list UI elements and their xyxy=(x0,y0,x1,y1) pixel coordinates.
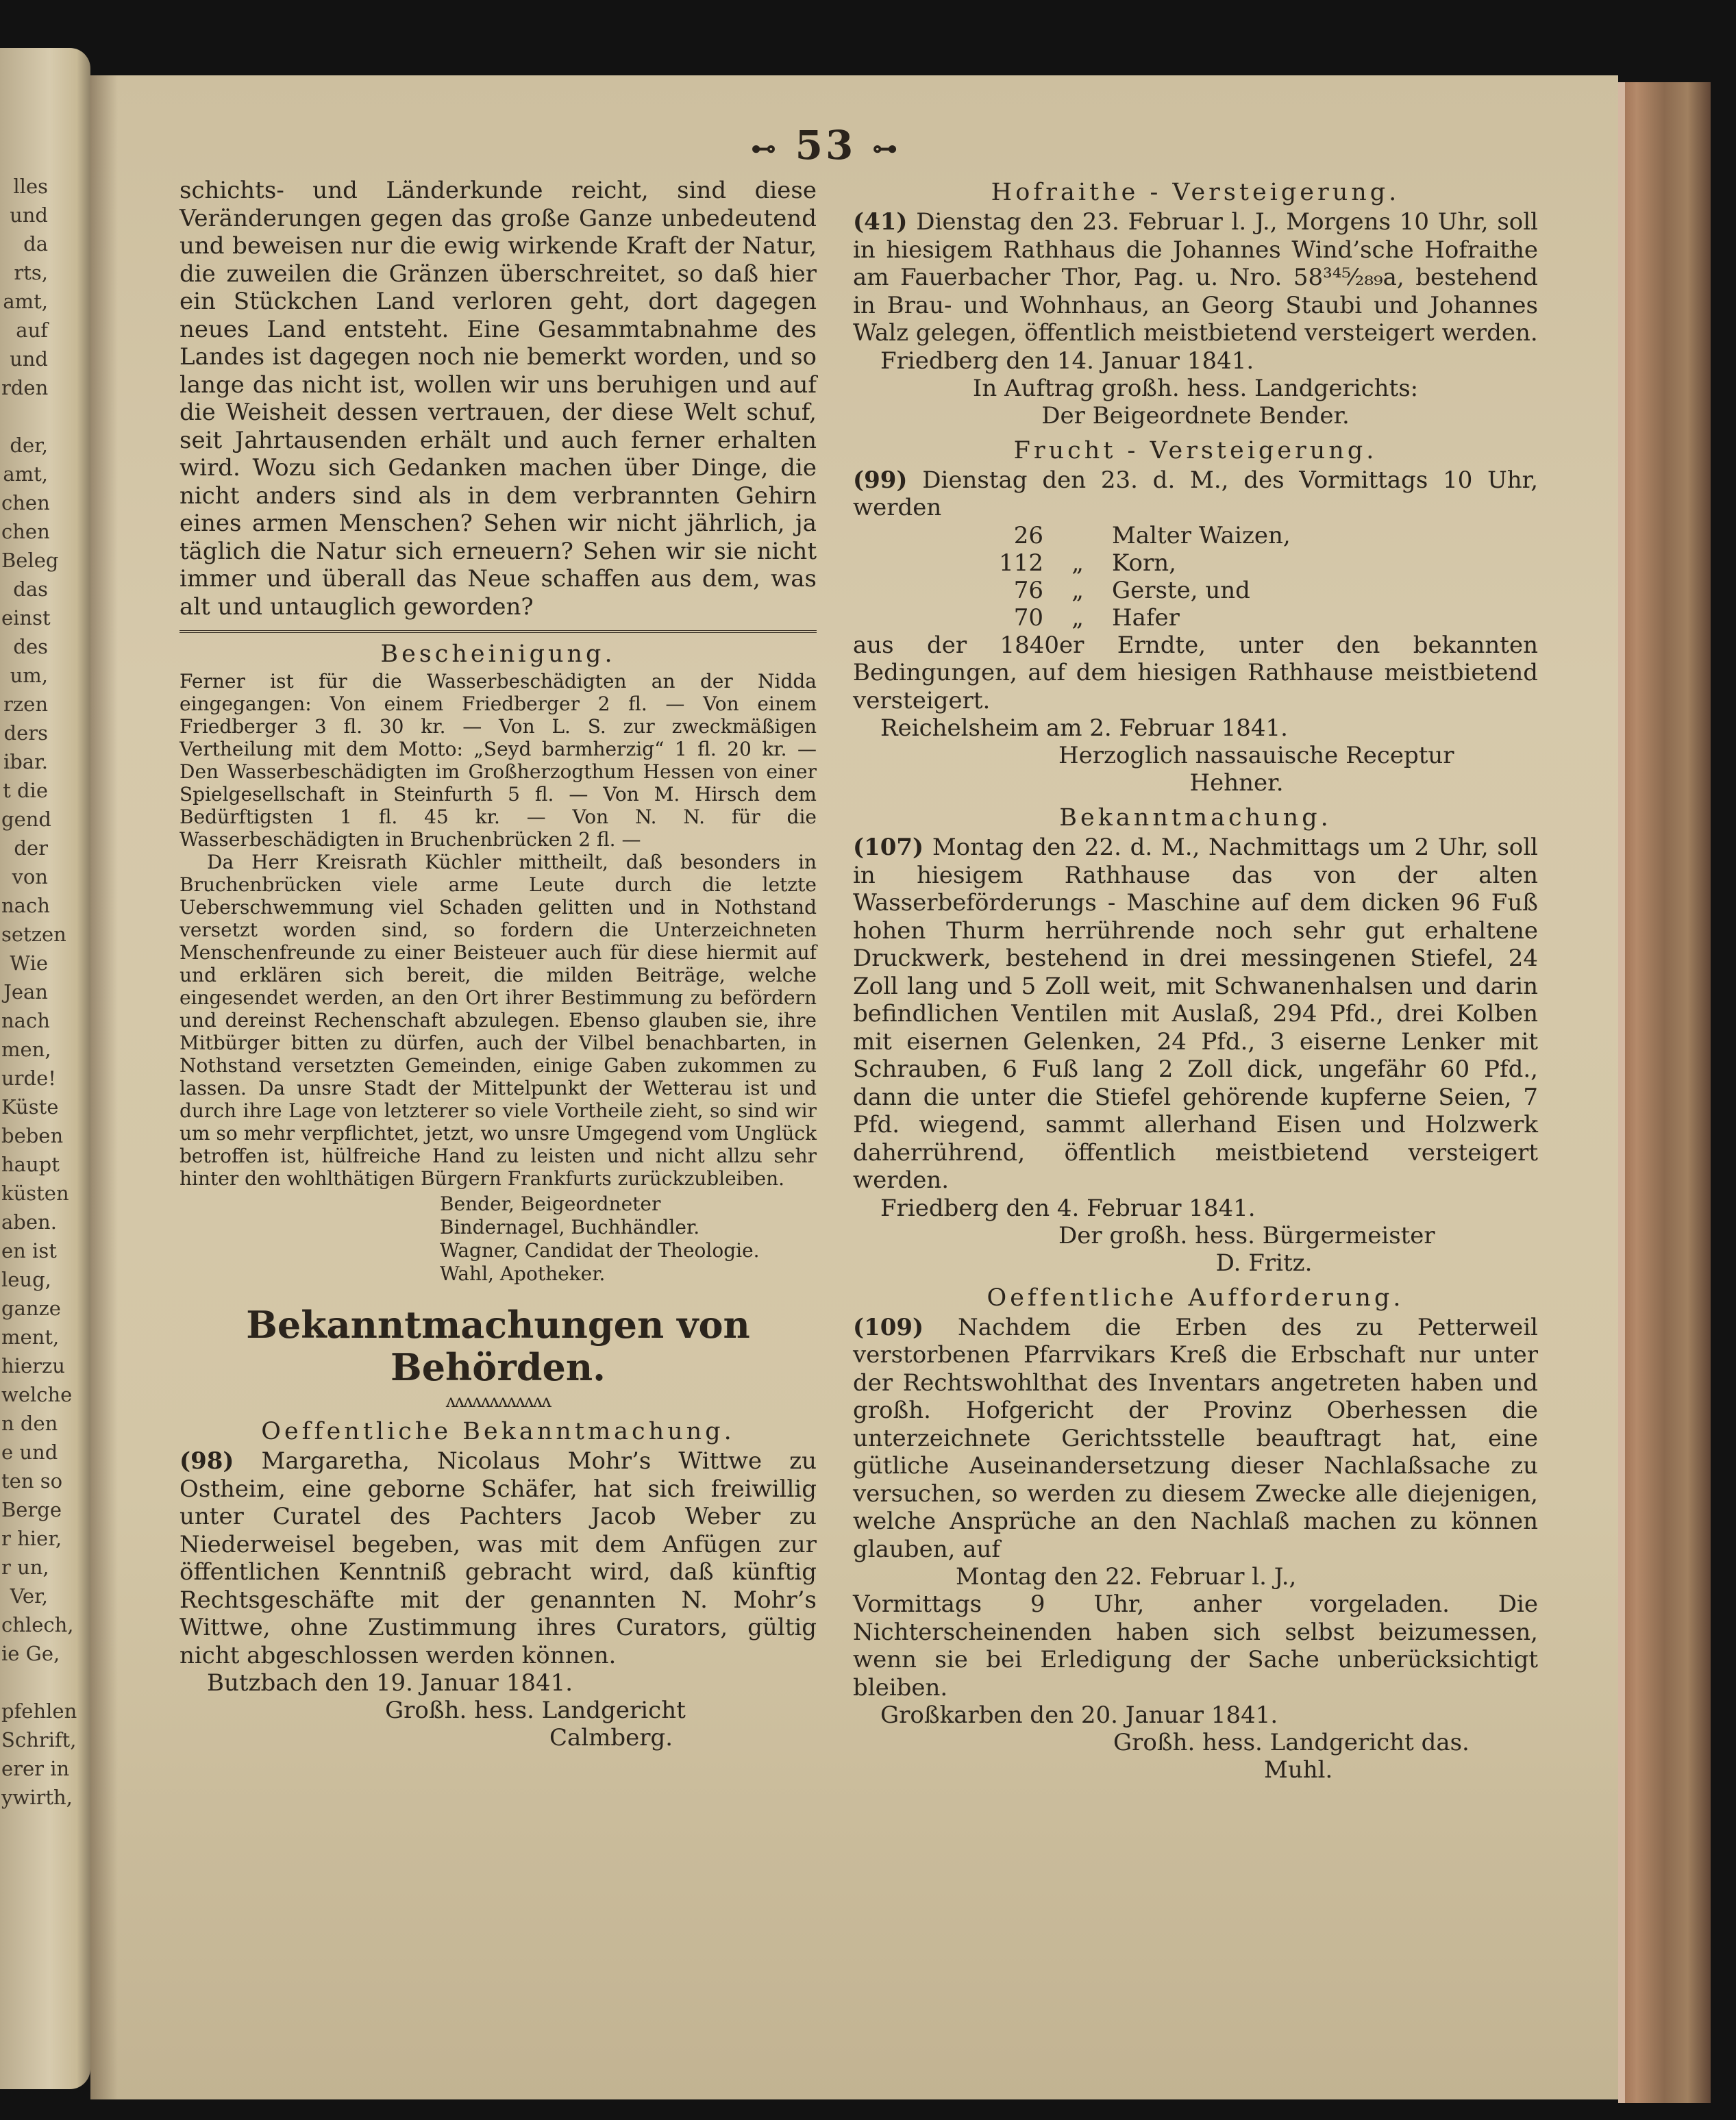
left-page-fragment: Ver, xyxy=(10,1584,48,1608)
notice-107-place-date: Friedberg den 4. Februar 1841. xyxy=(880,1194,1256,1222)
signatory: Wagner, Candidat der Theologie. xyxy=(440,1239,760,1262)
notice-41-body xyxy=(853,208,1538,347)
left-column xyxy=(179,177,817,1751)
left-page-fragment: einst xyxy=(1,606,51,629)
notice-98-text: Margaretha, Nicolaus Mohr’s Wittwe zu Ostheim, eine geborne Schäfer, hat sich freiwillig unter Curatel des Pachters Jacob Weber zu Niederweisel begeben, was mit dem Anfügen zur öffentlichen Kenntniß gebracht wird, daß künftig Rechtsgeschäfte mit der genannten N. Mohr’s Wittwe, ohne Zustimmung ihres Curators, gültig nicht abgeschlossen werden können. xyxy=(179,1447,817,1669)
notice-109-name: Muhl. xyxy=(1264,1756,1333,1784)
grain-item xyxy=(990,549,1538,577)
left-page-fragment: der, xyxy=(10,434,48,457)
notice-41-text: Dienstag den 23. Februar l. J., Morgens 10 Uhr, soll in hiesigem Rathhaus die Johannes Wind’sche Hofraithe am Fauerbacher Thor, Pag. u. Nro. 58³⁴⁵⁄₂₈₉a, bestehend in Brau- und Wohnhaus, an Georg Staubi und Johannes Walz gelegen, öffentlich meistbietend versteigert werden. xyxy=(853,208,1538,347)
grain-item xyxy=(990,577,1538,604)
section-ornament: ʌʌʌʌʌʌʌʌʌʌʌʌ xyxy=(445,1391,551,1412)
left-page-fragment: ie Ge, xyxy=(1,1642,60,1665)
notice-99-authority: Herzoglich nassauische Receptur xyxy=(1058,742,1454,769)
grain-ditto: „ xyxy=(1071,603,1084,632)
left-page-fragment: n den xyxy=(1,1412,58,1435)
left-page-fragment: haupt xyxy=(1,1153,60,1176)
notice-41-heading: Hofraithe - Versteigerung. xyxy=(991,179,1400,206)
left-page-fragment: e und xyxy=(1,1441,58,1464)
signatory: Bindernagel, Buchhändler. xyxy=(440,1216,700,1238)
left-page-fragment: küsten xyxy=(1,1182,69,1205)
grain-list xyxy=(990,522,1538,632)
signatory-list xyxy=(440,1193,817,1286)
left-page-fragment: leug, xyxy=(1,1268,51,1291)
ornament-left: ⊷ xyxy=(751,134,779,163)
left-page-fragment: beben xyxy=(1,1124,64,1147)
notice-98-authority: Großh. hess. Landgericht xyxy=(385,1697,686,1724)
left-page-fragment: Wie xyxy=(10,951,48,975)
left-page-fragment: Schrift, xyxy=(1,1728,77,1751)
bescheinigung-heading: Bescheinigung. xyxy=(380,640,616,668)
left-page-fragment: ten so xyxy=(1,1469,63,1493)
left-page-fragment: erer in xyxy=(1,1757,70,1780)
notice-41-authority: In Auftrag großh. hess. Landgerichts: xyxy=(972,374,1419,402)
left-page-fragment: urde! xyxy=(1,1067,56,1090)
grain-qty: 112 xyxy=(999,549,1043,577)
notice-98-name: Calmberg. xyxy=(549,1724,673,1751)
notice-41-number: (41) xyxy=(853,208,908,236)
notice-41-name: Der Beigeordnete Bender. xyxy=(1041,401,1350,429)
grain-qty: 76 xyxy=(1013,576,1043,604)
grain-name: Hafer xyxy=(1112,603,1180,632)
left-page-fragment: r un, xyxy=(1,1556,49,1579)
notice-109-body xyxy=(853,1314,1538,1564)
left-page-fragment: setzen xyxy=(1,923,66,946)
grain-name: Gerste, und xyxy=(1112,576,1250,604)
left-page-fragment: ders xyxy=(3,721,48,745)
notice-109-place-date: Großkarben den 20. Januar 1841. xyxy=(880,1701,1278,1729)
left-page-fragment: der xyxy=(14,836,48,860)
grain-qty: 70 xyxy=(1013,603,1043,632)
notice-98-body xyxy=(179,1447,817,1669)
left-page-fragment: chlech, xyxy=(1,1613,74,1636)
right-column xyxy=(853,177,1538,1784)
left-page-fragment: gend xyxy=(1,808,51,831)
left-page-fragment: Berge xyxy=(1,1498,62,1521)
left-page-fragment: nach xyxy=(1,1009,50,1032)
left-page-fragment: und xyxy=(10,203,48,227)
left-page-fragment: um, xyxy=(10,664,48,687)
left-page-fragment: rzen xyxy=(3,693,48,716)
grain-item xyxy=(990,604,1538,632)
notice-41-place-date: Friedberg den 14. Januar 1841. xyxy=(880,347,1254,375)
left-page-fragment: ibar. xyxy=(3,750,48,773)
notice-109-number: (109) xyxy=(853,1313,924,1341)
notice-107-body xyxy=(853,834,1538,1195)
notice-107-number: (107) xyxy=(853,834,924,861)
signatory: Bender, Beigeordneter xyxy=(440,1193,661,1215)
grain-ditto: „ xyxy=(1071,576,1084,604)
notice-109-text: Nachdem die Erben des zu Petterweil verstorbenen Pfarrvikars Kreß die Erbschaft nur unter der Rechtswohlthat des Inventars angetreten haben und großh. Hofgericht der Provinz Oberhessen die unterzeichnete Gerichtsstelle beauftragt hat, eine gütliche Auseinandersetzung dieser Nachlaßsache zu versuchen, so werden zu diesem Zwecke alle diejenigen, welche Ansprüche an den Nachlaß machen zu können glauben, auf xyxy=(853,1313,1538,1563)
left-page-fragment: nach xyxy=(1,894,50,917)
left-page-fragment: t die xyxy=(3,779,48,802)
book-spine xyxy=(1618,82,1711,2103)
notice-99-text: Dienstag den 23. d. M., des Vormittags 10 Uhr, werden xyxy=(853,466,1539,521)
notice-98-number: (98) xyxy=(179,1447,234,1475)
notice-107-heading: Bekanntmachung. xyxy=(1059,804,1332,832)
left-page-fragment: lles xyxy=(13,175,48,198)
signatory: Wahl, Apotheker. xyxy=(440,1262,606,1285)
left-page-fragment: rts, xyxy=(14,261,48,284)
intro-paragraph: schichts- und Länderkunde reicht, sind diese Veränderungen gegen das große Ganze unbedeutend und beweisen nur die ewig wirkende Kraft der Natur, die zuweilen die Gränzen überschreitet, so daß hier ein Stückchen Land verloren geht, dort dagegen neues Land entsteht. Eine Gesammtabnahme des Landes ist dagegen noch nie bemerkt worden, und so lange das nicht ist, wollen wir uns beruhigen und auf die Weisheit dessen vertrauen, der diese Welt schuf, seit Jahrtausenden erhält und auch ferner erhalten wird. Wozu sich Gedanken machen über Dinge, die nicht anders sind als in dem verbrannten Gehirn eines armen Menschen? Sehen wir nicht jährlich, ja täglich die Natur sich erneuern? Sehen wir sie nicht immer und überall das Neue schaffen aus dem, was alt und untauglich geworden? xyxy=(179,177,817,621)
section-divider xyxy=(179,630,817,633)
left-page-fragment: aben. xyxy=(1,1210,57,1234)
left-page-fragment: ganze xyxy=(1,1297,61,1320)
left-page-fragment: ment, xyxy=(1,1325,60,1349)
notice-99-number: (99) xyxy=(853,466,908,494)
page-number-text: 53 xyxy=(795,122,856,169)
grain-name: Malter Waizen, xyxy=(1112,521,1291,549)
notice-107-authority: Der großh. hess. Bürgermeister xyxy=(1058,1221,1435,1249)
left-page-fragment: pfehlen xyxy=(1,1699,77,1723)
notice-109-heading: Oeffentliche Aufforderung. xyxy=(987,1284,1404,1312)
left-page-fragment: chen xyxy=(1,491,50,514)
left-page-fragment: rden xyxy=(1,376,49,399)
left-page-fragment: von xyxy=(12,865,48,888)
left-page-fragment: r hier, xyxy=(1,1527,62,1550)
left-page-fragment: amt, xyxy=(3,290,48,313)
authorities-section-heading: Bekanntmachungen von Behörden. xyxy=(246,1303,750,1389)
notice-107-name: D. Fritz. xyxy=(1215,1249,1313,1277)
notice-107-text: Montag den 22. d. M., Nachmittags um 2 Uhr, soll in hiesigem Rathhause das von der alten Wasserbeförderungs - Maschine auf dem dicken 96 Fuß hohen Thurm herrührende noch sehr gut erhaltene Druckwerk, bestehend in drei messingenen Stiefel, 24 Zoll lang und 5 Zoll weit, mit Schwanenhalsen und darin befindlichen Ventilen mit Auslaß, 294 Pfd., drei Kolben mit eisernen Gelenken, 24 Pfd., 3 eiserne Lenker mit Schrauben, 6 Fuß lang 2 Zoll dick, ungefähr 60 Pfd., dann die unter die Stiefel gehörende kupferne Seien, 7 Pfd. wiegend, sammt allerhand Eisen und Holzwerk daherrührend, öffentlich meistbietend versteigert werden. xyxy=(853,834,1539,1194)
notice-109-authority: Großh. hess. Landgericht das. xyxy=(1113,1729,1470,1756)
notice-109-date-line: Montag den 22. Februar l. J., xyxy=(956,1563,1297,1591)
left-page-fragment: Beleg xyxy=(1,549,59,572)
grain-name: Korn, xyxy=(1112,549,1176,577)
notice-99-heading: Frucht - Versteigerung. xyxy=(1013,436,1378,464)
notice-99-name: Hehner. xyxy=(1189,769,1284,797)
left-page-edge xyxy=(0,48,90,2089)
ornament-right: ⊶ xyxy=(872,134,900,163)
grain-item xyxy=(990,522,1538,549)
bescheinigung-appeal: Da Herr Kreisrath Küchler mittheilt, daß besonders in Bruchenbrücken viele arme Leute durch die letzte Ueberschwemmung viel Schaden gelitten und in Nothstand versetzt worden sind, so fordern die Unterzeichneten Menschenfreunde zu einer Beisteuer auch für diese hiermit auf und erklären sich bereit, die milden Beiträge, welche eingesendet werden, an den Ort ihrer Bestimmung zu befördern und dereinst Rechenschaft abzulegen. Ebenso glauben sie, ihre Mitbürger bitten zu dürfen, auch der Vilbel benachbarten, in Nothstand versetzten Gemeinden, einige Gaben zukommen zu lassen. Da unsre Stadt der Mittelpunkt der Wetterau ist und durch ihre Lage von letzterer so viele Vortheile zieht, so sind wir um so mehr verpflichtet, jetzt, wo unsre Umgegend vom Unglück betroffen ist, hülfreiche Hand zu leisten und nicht allzu sehr hinter den wohlthätigen Bürgern Frankfurts zurückzubleiben. xyxy=(179,851,817,1190)
notice-98-place-date: Butzbach den 19. Januar 1841. xyxy=(207,1669,573,1697)
left-page-fragment: Jean xyxy=(3,980,48,1003)
notice-98-heading: Oeffentliche Bekanntmachung. xyxy=(261,1418,735,1445)
left-page-fragment: hierzu xyxy=(1,1354,65,1377)
left-page-fragment: amt, xyxy=(3,462,48,486)
left-page-fragment: das xyxy=(13,577,48,601)
left-page-fragment: des xyxy=(13,635,48,658)
left-page-fragment: da xyxy=(23,232,48,255)
notice-99-text-2: aus der 1840er Erndte, unter den bekannten Bedingungen, auf dem hiesigen Rathhause meistbietend versteigert. xyxy=(853,631,1538,714)
left-page-fragment: und xyxy=(10,347,48,371)
left-page-fragment: en ist xyxy=(1,1239,57,1262)
grain-ditto: „ xyxy=(1071,549,1084,577)
left-page-fragment: chen xyxy=(1,520,50,543)
left-page-fragment: welche xyxy=(1,1383,73,1406)
page-number xyxy=(723,122,928,169)
notice-109-text-2: Vormittags 9 Uhr, anher vorgeladen. Die Nichterscheinenden haben sich selbst beizumessen, wenn sie bei Erledigung der Sache unberücksichtigt bleiben. xyxy=(853,1591,1538,1701)
left-page-fragment: auf xyxy=(16,319,48,342)
left-page-fragment: men, xyxy=(1,1038,51,1061)
notice-99-body xyxy=(853,466,1538,522)
left-page-fragment: ywirth, xyxy=(1,1786,73,1809)
left-page-fragment: Küste xyxy=(1,1095,59,1119)
grain-qty: 26 xyxy=(1013,521,1043,549)
notice-99-place-date: Reichelsheim am 2. Februar 1841. xyxy=(880,714,1288,742)
bescheinigung-donations: Ferner ist für die Wasserbeschädigten an der Nidda eingegangen: Von einem Friedberger 2 fl. — Von einem Friedberger 3 fl. 30 kr. — Von L. S. zur zweckmäßigen Vertheilung mit dem Motto: „Seyd barmherzig“ 1 fl. 20 kr. — Den Wasserbeschädigten im Großherzogthum Hessen von einer Spielgesellschaft in Steinfurth 5 fl. — Von M. Hirsch dem Bedürftigsten 1 fl. 45 kr. — Von N. N. für die Wasserbeschädigten in Bruchenbrücken 2 fl. — xyxy=(179,670,817,851)
